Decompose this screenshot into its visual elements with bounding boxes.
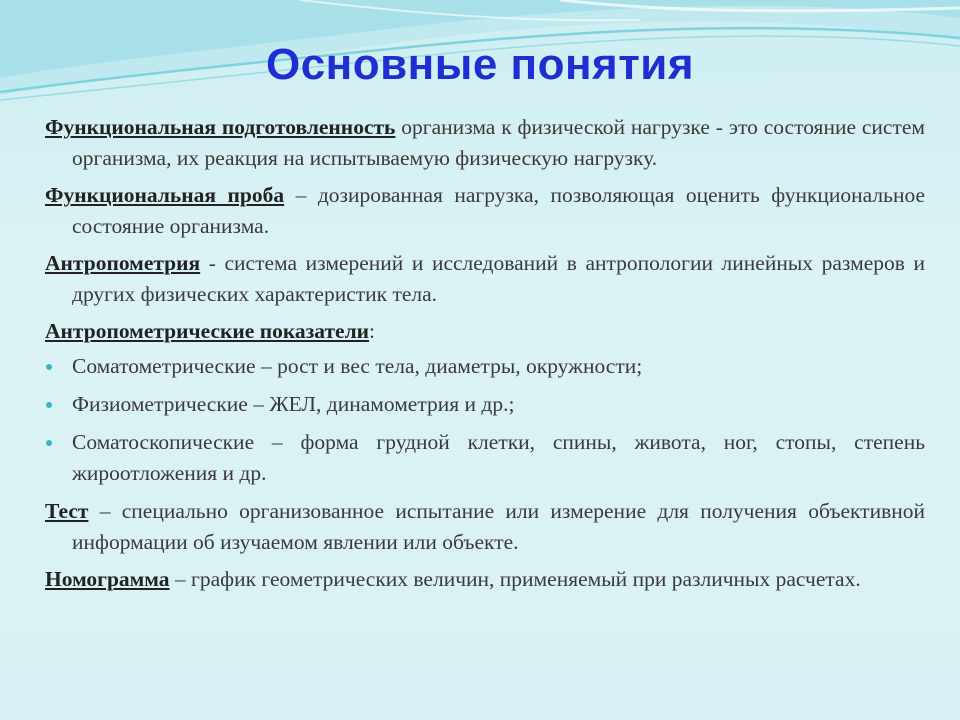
definition-anthropometry (45, 248, 925, 310)
bullet-icon (46, 440, 52, 446)
slide-content (45, 112, 925, 601)
list-item-text: Соматоскопические – форма грудной клетки, спины, живота, ног, стопы, степень жироотложения и др. (72, 430, 925, 485)
term: Антропометрия (45, 251, 201, 275)
definition-test (45, 496, 925, 558)
bullet-icon (46, 402, 52, 408)
term: Функциональная проба (45, 183, 285, 207)
bullet-icon (46, 364, 52, 370)
term: Антропометрические показатели (45, 319, 370, 343)
definition-text: – дозированная нагрузка, позволяющая оценить функциональное состояние организма. (72, 183, 926, 238)
definition-text: - система измерений и исследований в антропологии линейных размеров и других физических характеристик тела. (72, 251, 925, 306)
list-item-text: Физиометрические – ЖЕЛ, динамометрия и др.; (72, 392, 515, 416)
indicators-heading (45, 316, 925, 347)
list-item (45, 351, 925, 382)
definition-functional-readiness (45, 112, 925, 174)
list-item (45, 389, 925, 420)
list-item-text: Соматометрические – рост и вес тела, диаметры, окружности; (72, 354, 643, 378)
term: Номограмма (45, 567, 170, 591)
indicators-list (45, 351, 925, 489)
term: Тест (45, 499, 89, 523)
slide-title: Основные понятия (265, 40, 695, 89)
heading-suffix: : (369, 319, 376, 343)
definition-text: организма к физической нагрузке - это состояние систем организма, их реакция на испытываемую физическую нагрузку. (72, 115, 925, 170)
term: Функциональная подготовленность (45, 115, 396, 139)
definition-nomogram (45, 564, 925, 595)
definition-text: – график геометрических величин, применяемый при различных расчетах. (169, 567, 861, 591)
definition-functional-test (45, 180, 925, 242)
list-item (45, 427, 925, 489)
definition-text: – специально организованное испытание или измерение для получения объективной информации об изучаемом явлении или объекте. (72, 499, 925, 554)
